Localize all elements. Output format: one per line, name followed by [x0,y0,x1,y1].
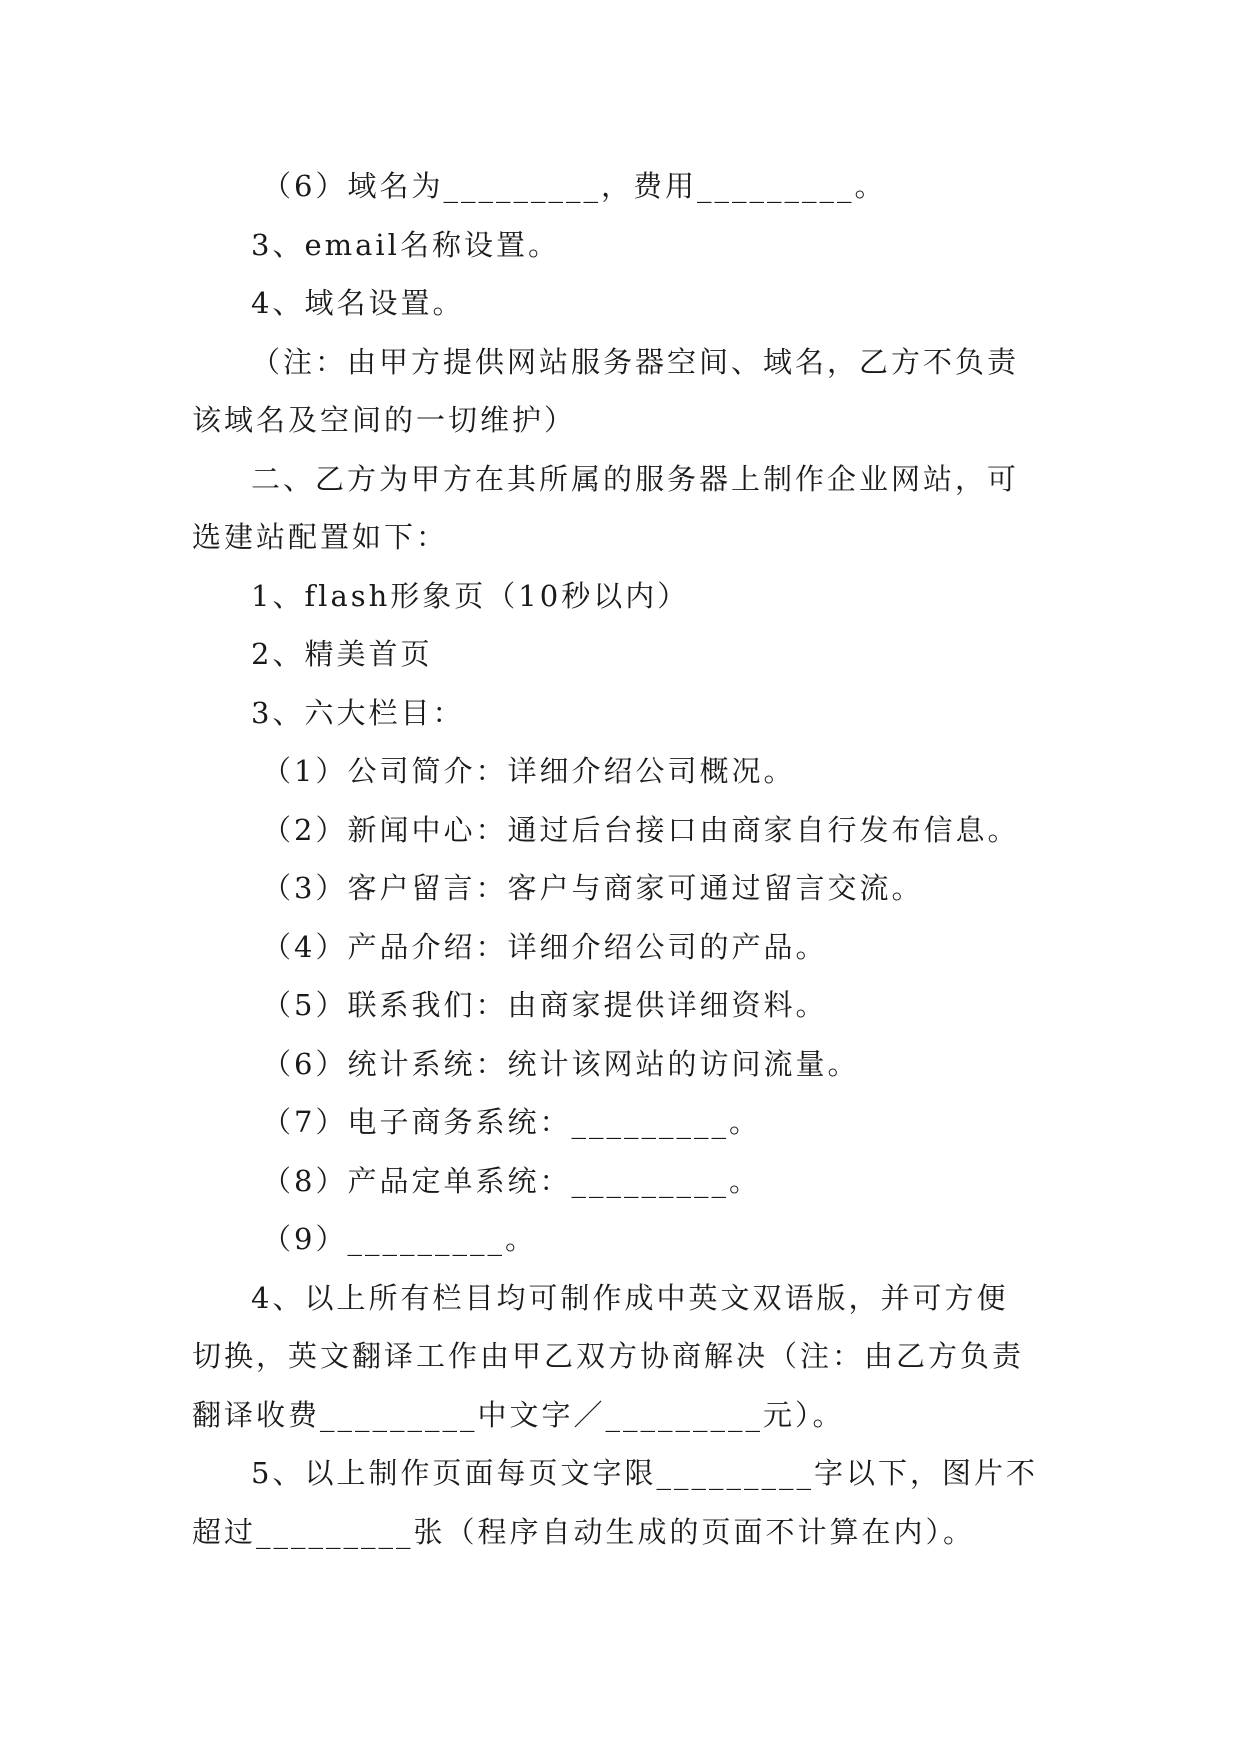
text-line: （注：由甲方提供网站服务器空间、域名，乙方不负责 [251,344,1020,379]
text-line: 1、flash形象页（10秒以内） [251,578,690,613]
text-line: （1）公司简介：详细介绍公司概况。 [262,754,796,788]
text-line: （9）_________。 [262,1222,537,1256]
text-line: 选建站配置如下： [192,520,449,554]
text-line: （5）联系我们：由商家提供详细资料。 [262,988,828,1022]
text-line: 二、乙方为甲方在其所属的服务器上制作企业网站，可 [251,461,1020,496]
contract-text [192,157,1052,1561]
text-line: （3）客户留言：客户与商家可通过留言交流。 [262,871,924,905]
text-line: 3、六大栏目： [251,695,465,730]
text-line: （2）新闻中心：通过后台接口由商家自行发布信息。 [262,812,1020,847]
text-line: 3、email名称设置。 [251,227,560,262]
text-line: 超过_________张（程序自动生成的页面不计算在内）。 [192,1514,976,1549]
text-line: （4）产品介绍：详细介绍公司的产品。 [262,929,828,964]
text-line: 切换，英文翻译工作由甲乙双方协商解决（注：由乙方负责 [192,1339,1025,1373]
text-line: （6）域名为_________，费用_________。 [262,169,887,203]
text-line: （6）统计系统：统计该网站的访问流量。 [262,1046,860,1081]
text-line: 翻译收费_________中文字／_________元）。 [192,1397,845,1432]
text-line: （8）产品定单系统：_________。 [262,1163,761,1198]
text-line: 5、以上制作页面每页文字限_________字以下，图片不 [251,1456,1038,1490]
text-line: 该域名及空间的一切维护） [192,403,577,437]
text-line: 2、精美首页 [251,637,433,671]
text-line: 4、以上所有栏目均可制作成中英文双语版，并可方便 [251,1280,1009,1315]
text-line: （7）电子商务系统：_________。 [262,1105,761,1139]
text-line: 4、域名设置。 [251,286,465,320]
